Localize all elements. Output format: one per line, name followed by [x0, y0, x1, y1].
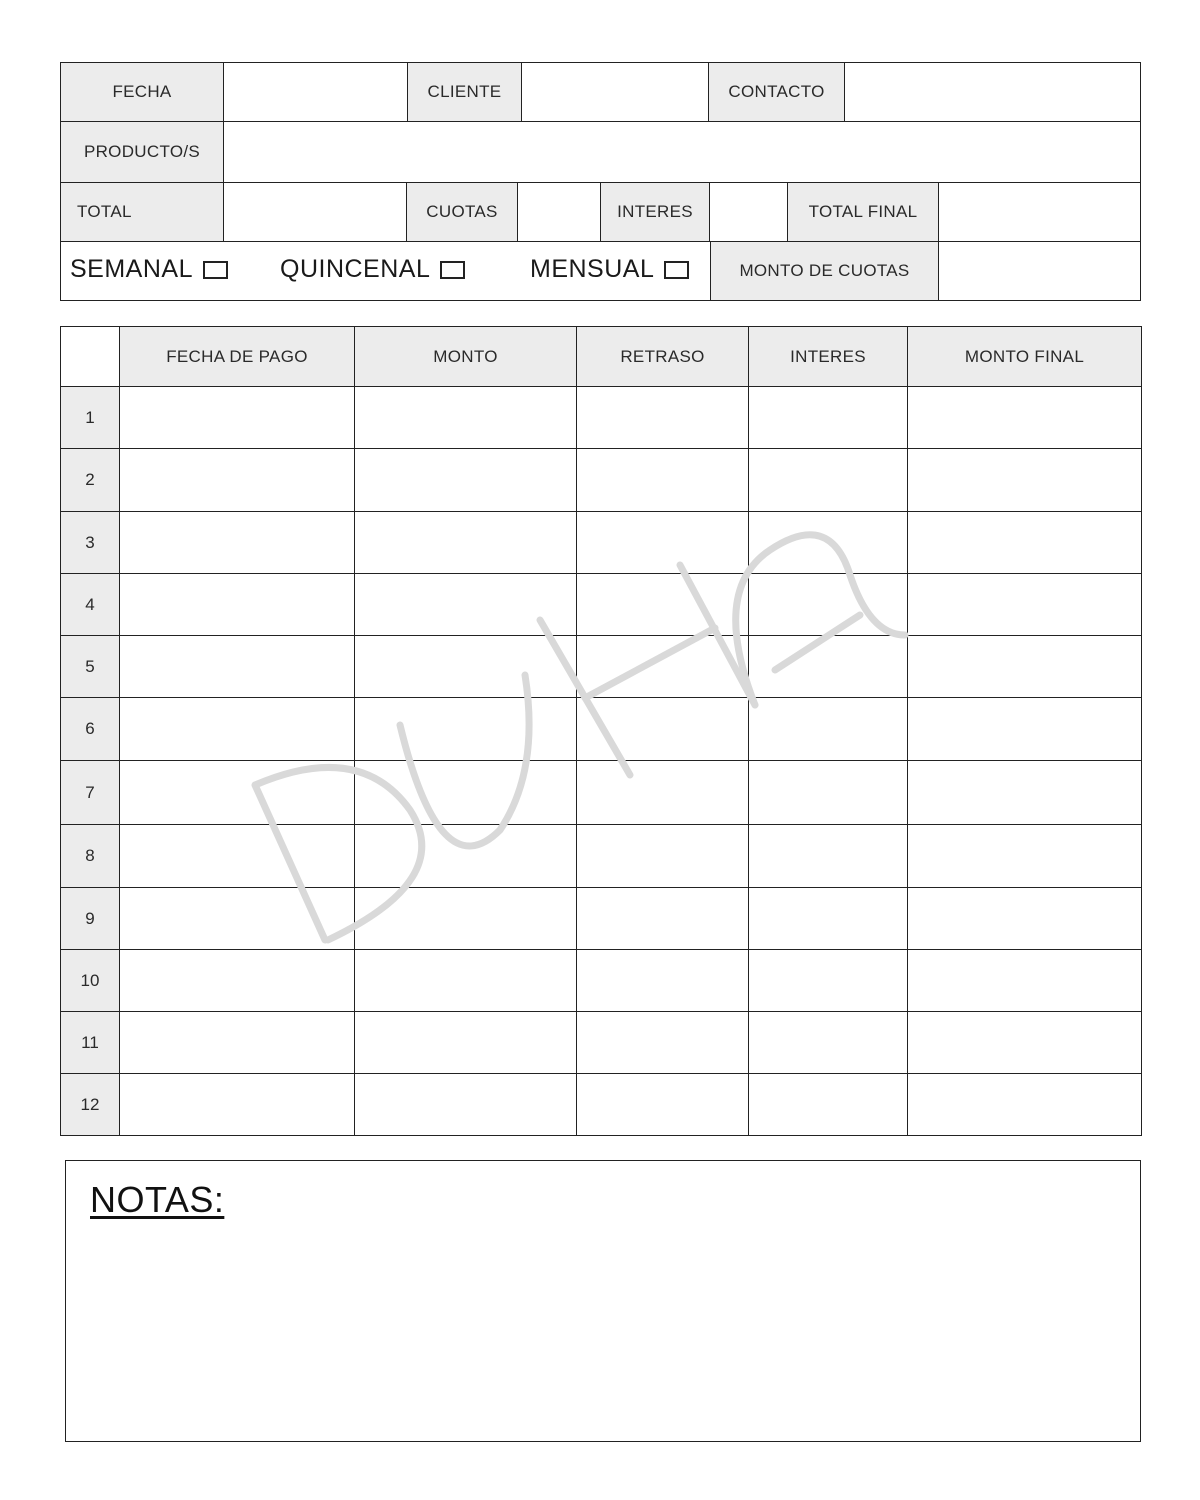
interes-field[interactable]: [709, 182, 788, 242]
row-number-text: 1: [85, 407, 95, 427]
payment-cell-interes[interactable]: [748, 824, 908, 888]
payment-cell-interes[interactable]: [748, 573, 908, 636]
row-number-text: 10: [80, 970, 100, 990]
column-header-text: MONTO: [433, 346, 498, 366]
row-number: [60, 887, 120, 950]
payment-cell-retraso[interactable]: [576, 824, 749, 888]
productos-field[interactable]: [223, 121, 1141, 183]
payment-cell-monto[interactable]: [354, 760, 577, 825]
payment-cell-monto-final[interactable]: [907, 1011, 1142, 1074]
payment-cell-fecha-de-pago[interactable]: [119, 1011, 355, 1074]
semanal-label: SEMANAL: [70, 255, 193, 283]
payment-cell-fecha-de-pago[interactable]: [119, 949, 355, 1012]
row-number: [60, 949, 120, 1012]
column-header-monto: [354, 326, 577, 387]
interes-label-text: INTERES: [617, 202, 693, 221]
payment-cell-retraso[interactable]: [576, 386, 749, 449]
contacto-label-text: CONTACTO: [728, 82, 825, 101]
fecha-label-text: FECHA: [112, 82, 172, 101]
row-number: [60, 1073, 120, 1136]
notes-title: NOTAS:: [90, 1179, 225, 1220]
total-label: [60, 182, 224, 242]
column-header-monto-final: [907, 326, 1142, 387]
payment-cell-retraso[interactable]: [576, 635, 749, 698]
payment-cell-monto[interactable]: [354, 448, 577, 512]
cuotas-label: [406, 182, 518, 242]
payment-cell-retraso[interactable]: [576, 949, 749, 1012]
fecha-field[interactable]: [223, 62, 408, 122]
payment-cell-monto[interactable]: [354, 511, 577, 574]
payment-cell-monto-final[interactable]: [907, 697, 1142, 761]
payment-cell-fecha-de-pago[interactable]: [119, 511, 355, 574]
payment-cell-interes[interactable]: [748, 760, 908, 825]
payment-cell-retraso[interactable]: [576, 1011, 749, 1074]
monto-cuotas-field[interactable]: [938, 241, 1141, 301]
column-header-retraso: [576, 326, 749, 387]
cuotas-field[interactable]: [517, 182, 601, 242]
payment-cell-retraso[interactable]: [576, 511, 749, 574]
cliente-label-text: CLIENTE: [427, 82, 502, 101]
row-number-text: 11: [81, 1032, 99, 1052]
payment-cell-monto-final[interactable]: [907, 949, 1142, 1012]
payment-cell-monto[interactable]: [354, 1073, 577, 1136]
payment-cell-monto-final[interactable]: [907, 760, 1142, 825]
payment-cell-retraso[interactable]: [576, 573, 749, 636]
payment-cell-fecha-de-pago[interactable]: [119, 573, 355, 636]
row-number: [60, 635, 120, 698]
payment-cell-monto[interactable]: [354, 949, 577, 1012]
payment-cell-retraso[interactable]: [576, 887, 749, 950]
cliente-field[interactable]: [521, 62, 709, 122]
payment-cell-monto-final[interactable]: [907, 1073, 1142, 1136]
payment-cell-monto[interactable]: [354, 573, 577, 636]
payment-cell-fecha-de-pago[interactable]: [119, 635, 355, 698]
quincenal-checkbox[interactable]: [440, 261, 465, 279]
row-number-text: 6: [85, 719, 95, 738]
row-number-text: 8: [85, 846, 95, 865]
total-final-field[interactable]: [938, 182, 1141, 242]
total-label-text: TOTAL: [77, 202, 132, 221]
payment-cell-monto-final[interactable]: [907, 824, 1142, 888]
cuotas-label-text: CUOTAS: [426, 202, 498, 221]
payment-cell-fecha-de-pago[interactable]: [119, 386, 355, 449]
monto-cuotas-label: [710, 241, 939, 301]
column-header-text: MONTO FINAL: [964, 346, 1085, 366]
payment-cell-monto-final[interactable]: [907, 448, 1142, 512]
productos-label: [60, 121, 224, 183]
payment-cell-retraso[interactable]: [576, 448, 749, 512]
contacto-field[interactable]: [844, 62, 1141, 122]
payment-cell-monto[interactable]: [354, 1011, 577, 1074]
payment-cell-monto-final[interactable]: [907, 511, 1142, 574]
fecha-label: [60, 62, 224, 122]
payment-cell-monto[interactable]: [354, 635, 577, 698]
payment-cell-fecha-de-pago[interactable]: [119, 448, 355, 512]
row-number: [60, 386, 120, 449]
payment-cell-monto-final[interactable]: [907, 386, 1142, 449]
frequency-mensual[interactable]: [530, 255, 689, 284]
row-number-text: 3: [85, 532, 95, 552]
payment-cell-interes[interactable]: [748, 511, 908, 574]
payment-cell-fecha-de-pago[interactable]: [119, 887, 355, 950]
total-final-label-text: TOTAL FINAL: [808, 202, 918, 221]
row-number: [60, 824, 120, 888]
row-number-text: 12: [80, 1094, 100, 1114]
table-corner-cell: [60, 326, 120, 387]
payment-cell-interes[interactable]: [748, 635, 908, 698]
payment-cell-interes[interactable]: [748, 1011, 908, 1074]
row-number: [60, 573, 120, 636]
column-header-text: RETRASO: [620, 346, 705, 366]
quincenal-label: QUINCENAL: [280, 255, 431, 283]
column-header-text: FECHA DE PAGO: [166, 346, 308, 366]
row-number: [60, 448, 120, 512]
payment-cell-retraso[interactable]: [576, 760, 749, 825]
mensual-checkbox[interactable]: [664, 261, 689, 279]
cliente-label: [407, 62, 522, 122]
frequency-semanal[interactable]: [70, 255, 228, 284]
column-header-interes: [748, 326, 908, 387]
row-number: [60, 1011, 120, 1074]
interes-label: [600, 182, 710, 242]
frequency-quincenal[interactable]: [280, 255, 465, 284]
payment-cell-interes[interactable]: [748, 949, 908, 1012]
notes-box[interactable]: [65, 1160, 1141, 1442]
payment-cell-monto-final[interactable]: [907, 635, 1142, 698]
payment-cell-retraso[interactable]: [576, 697, 749, 761]
monto-cuotas-label-text: MONTO DE CUOTAS: [739, 261, 910, 280]
row-number-text: 5: [85, 656, 95, 676]
mensual-label: MENSUAL: [530, 255, 655, 283]
payment-cell-fecha-de-pago[interactable]: [119, 697, 355, 761]
payment-cell-retraso[interactable]: [576, 1073, 749, 1136]
payment-cell-interes[interactable]: [748, 1073, 908, 1136]
contacto-label: [708, 62, 845, 122]
row-number-text: 2: [85, 470, 95, 489]
payment-cell-interes[interactable]: [748, 697, 908, 761]
row-number-text: 7: [85, 782, 95, 802]
payment-cell-interes[interactable]: [748, 887, 908, 950]
row-number: [60, 511, 120, 574]
payment-cell-fecha-de-pago[interactable]: [119, 1073, 355, 1136]
payment-frequency-row: [60, 241, 711, 301]
column-header-text: INTERES: [790, 346, 866, 366]
row-number: [60, 697, 120, 761]
column-header-fecha-de-pago: [119, 326, 355, 387]
payment-cell-interes[interactable]: [748, 448, 908, 512]
productos-label-text: PRODUCTO/S: [83, 142, 201, 161]
row-number: [60, 760, 120, 825]
row-number-text: 4: [85, 594, 95, 614]
total-final-label: [787, 182, 939, 242]
payment-cell-monto[interactable]: [354, 386, 577, 449]
payment-cell-fecha-de-pago[interactable]: [119, 824, 355, 888]
total-field[interactable]: [223, 182, 407, 242]
payment-cell-monto[interactable]: [354, 887, 577, 950]
payment-cell-monto-final[interactable]: [907, 887, 1142, 950]
payment-cell-monto[interactable]: [354, 824, 577, 888]
payment-cell-interes[interactable]: [748, 386, 908, 449]
payment-cell-fecha-de-pago[interactable]: [119, 760, 355, 825]
payment-cell-monto[interactable]: [354, 697, 577, 761]
payment-cell-monto-final[interactable]: [907, 573, 1142, 636]
row-number-text: 9: [85, 908, 95, 928]
semanal-checkbox[interactable]: [203, 261, 228, 279]
